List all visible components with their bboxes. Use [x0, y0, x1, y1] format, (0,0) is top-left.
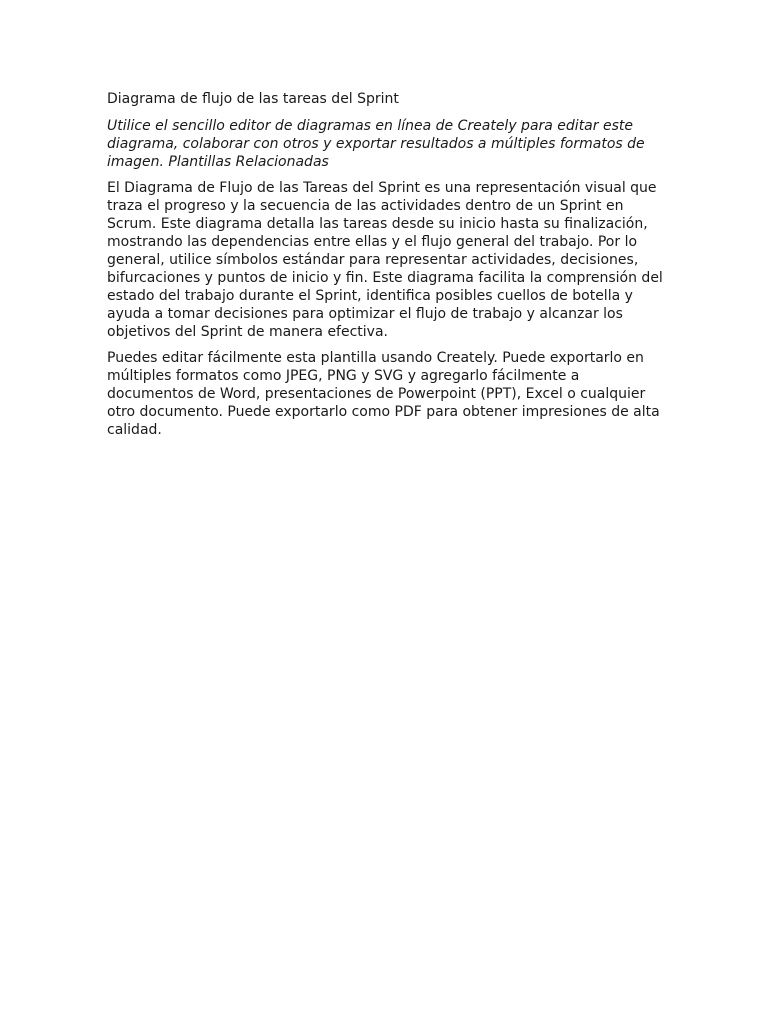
intro-paragraph: Utilice el sencillo editor de diagramas en línea de Creately para editar este diagrama, colaborar con otros y exportar resultados a múltiples formatos de imagen. Plantillas Relacionadas [107, 118, 645, 170]
document-title: Diagrama de flujo de las tareas del Sprint [107, 91, 399, 107]
document-page [107, 90, 667, 447]
body-paragraph-export: Puedes editar fácilmente esta plantilla usando Creately. Puede exportarlo en múltiples formatos como JPEG, PNG y SVG y agregarlo fácilmente a documentos de Word, presentaciones de Powerpoint (PPT), Excel o cualquier otro documento. Puede exportarlo como PDF para obtener impresiones de alta calidad. [107, 350, 660, 438]
body-paragraph-description: El Diagrama de Flujo de las Tareas del Sprint es una representación visual que traza el progreso y la secuencia de las actividades dentro de un Sprint en Scrum. Este diagrama detalla las tareas desde su inicio hasta su finalización, mostrando las dependencias entre ellas y el flujo general del trabajo. Por lo general, utilice símbolos estándar para representar actividades, decisiones, bifurcaciones y puntos de inicio y fin. Este diagrama facilita la comprensión del estado del trabajo durante el Sprint, identifica posibles cuellos de botella y ayuda a tomar decisiones para optimizar el flujo de trabajo y alcanzar los objetivos del Sprint de manera efectiva. [107, 180, 663, 340]
